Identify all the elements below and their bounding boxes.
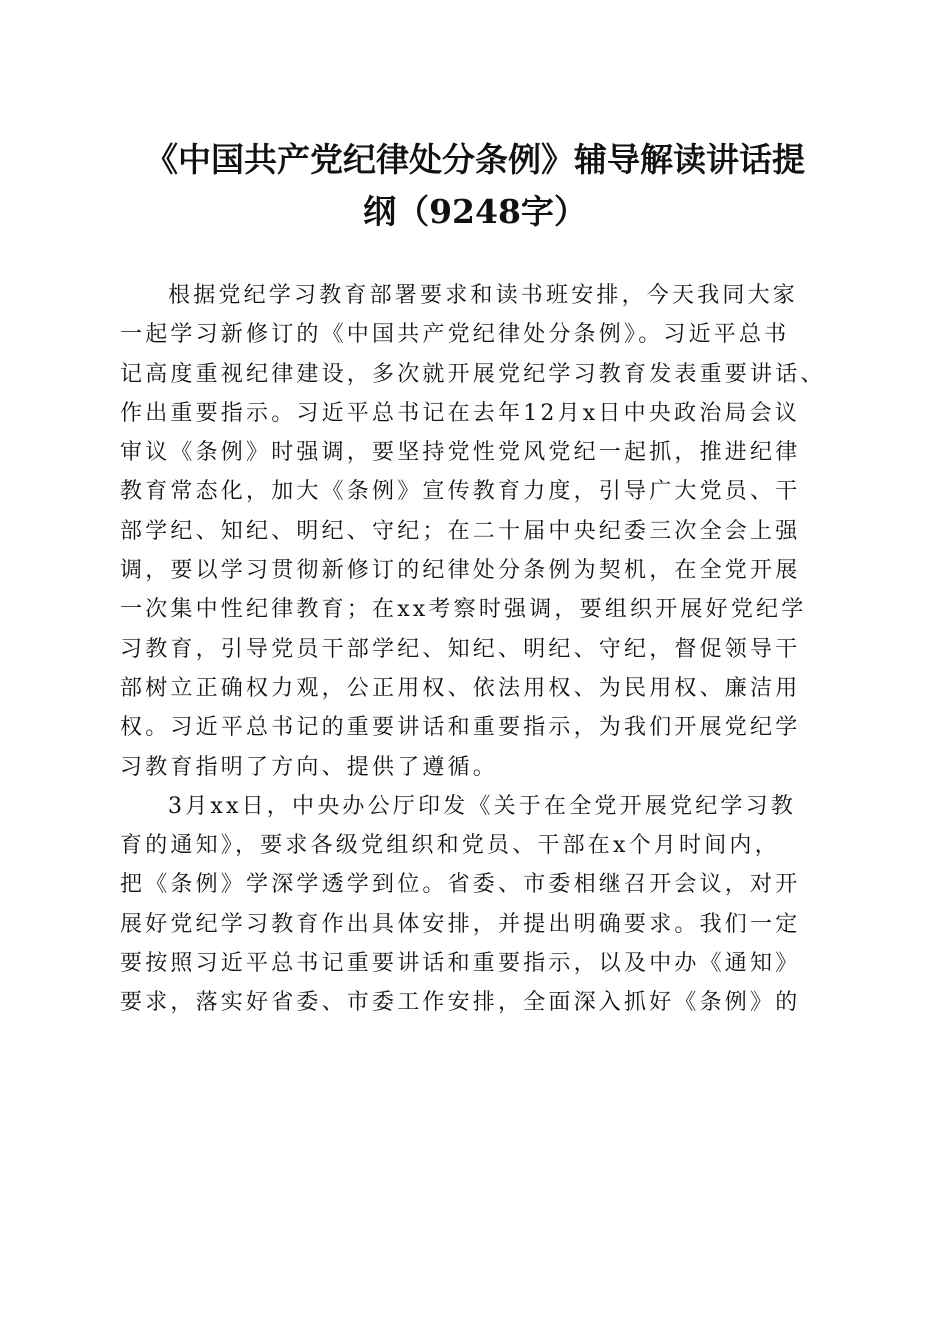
paragraph-1-line: 一起学习新修订的《中国共产党纪律处分条例》。习近平总书 bbox=[120, 322, 790, 348]
paragraph-1-line: 权。习近平总书记的重要讲话和重要指示，为我们开展党纪学 bbox=[120, 715, 801, 741]
paragraph-1-line: 作出重要指示。习近平总书记在去年12月x日中央政治局会议 bbox=[120, 400, 801, 426]
paragraph-2-line: 把《条例》学深学透学到位。省委、市委相继召开会议，对开 bbox=[120, 872, 801, 898]
paragraph-1-line: 根据党纪学习教育部署要求和读书班安排，今天我同大家 bbox=[168, 283, 799, 308]
paragraph-2-line: 育的通知》，要求各级党组织和党员、干部在x个月时间内， bbox=[120, 833, 780, 859]
paragraph-1-line: 审议《条例》时强调，要坚持党性党风党纪一起抓，推进纪律 bbox=[120, 440, 801, 466]
paragraph-1-line: 调，要以学习贯彻新修订的纪律处分条例为契机，在全党开展 bbox=[120, 558, 801, 584]
document-title bbox=[100, 134, 850, 238]
title-line-2: 纲（9248字） bbox=[363, 192, 587, 231]
paragraph-1-line: 习教育指明了方向、提供了遵循。 bbox=[120, 754, 499, 780]
paragraph-1-line: 一次集中性纪律教育；在xx考察时强调，要组织开展好党纪学 bbox=[120, 597, 807, 623]
paragraph-2-line: 要按照习近平总书记重要讲话和重要指示，以及中办《通知》 bbox=[120, 951, 801, 977]
paragraph-2-line: 要求，落实好省委、市委工作安排，全面深入抓好《条例》的 bbox=[120, 990, 801, 1016]
paragraph-2-line: 展好党纪学习教育作出具体安排，并提出明确要求。我们一定 bbox=[120, 911, 801, 937]
paragraph-1-line: 部树立正确权力观，公正用权、依法用权、为民用权、廉洁用 bbox=[120, 675, 801, 701]
paragraph-1-line: 教育常态化，加大《条例》宣传教育力度，引导广大党员、干 bbox=[120, 479, 801, 505]
title-line-1: 《中国共产党纪律处分条例》辅导解读讲话提 bbox=[145, 140, 805, 179]
paragraph-2-line: 3月xx日，中央办公厅印发《关于在全党开展党纪学习教 bbox=[168, 793, 797, 819]
paragraph-1-line: 部学纪、知纪、明纪、守纪；在二十届中央纪委三次全会上强 bbox=[120, 518, 801, 544]
paragraph-1-line: 习教育，引导党员干部学纪、知纪、明纪、守纪，督促领导干 bbox=[120, 636, 801, 662]
paragraph-1-line: 记高度重视纪律建设，多次就开展党纪学习教育发表重要讲话、 bbox=[120, 361, 826, 387]
body-text bbox=[120, 276, 840, 1023]
